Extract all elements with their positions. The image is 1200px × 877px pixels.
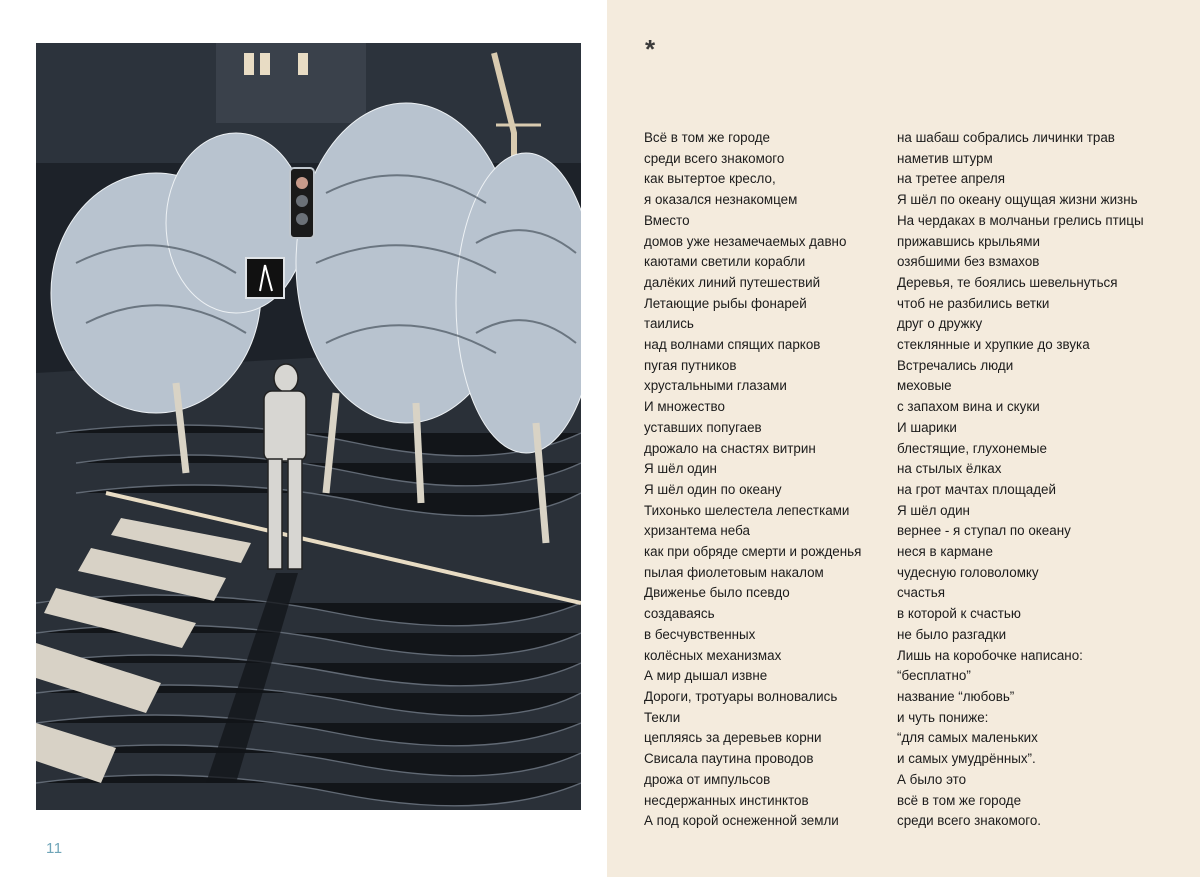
poem-line: всё в том же городе: [897, 792, 1022, 808]
poem-line: хрустальными глазами: [644, 378, 787, 394]
poem-line: друг о дружку: [897, 316, 983, 332]
poem-line: название “любовь”: [897, 688, 1015, 704]
poem-line: Вместо: [644, 212, 690, 228]
poem-line: пылая фиолетовым накалом: [644, 564, 824, 580]
poem-line: А под корой оснеженной земли: [644, 813, 839, 829]
poem-line: таились: [644, 316, 694, 332]
poem-line: чудесную головоломку: [897, 564, 1039, 580]
poem-line: как вытертое кресло,: [644, 171, 776, 187]
poem-line: далёких линий путешествий: [644, 274, 821, 290]
poem-line: я оказался незнакомцем: [644, 192, 798, 208]
poem-line: озябшими без взмахов: [897, 254, 1040, 270]
poem-line: Тихонько шелестела лепестками: [644, 502, 850, 518]
poem-line: И шарики: [897, 419, 957, 435]
poem-line: неся в кармане: [897, 544, 993, 560]
poem-line: Я шёл один: [644, 461, 717, 477]
poem-line: “бесплатно”: [897, 668, 971, 684]
poem-line: уставших попугаев: [644, 419, 762, 435]
poem-line: Летающие рыбы фонарей: [644, 295, 807, 311]
poem-line: Встречались люди: [897, 357, 1014, 373]
poem-line: наметив штурм: [897, 150, 993, 166]
poem-line: “для самых маленьких: [897, 730, 1038, 746]
poem-line: стеклянные и хрупкие до звука: [897, 337, 1090, 353]
poem-line: среди всего знакомого: [644, 150, 785, 166]
night-street-painting-icon: [36, 43, 581, 810]
poem-line: на грот мачтах площадей: [897, 481, 1056, 497]
poem-line: Деревья, те боялись шевельнуться: [897, 274, 1118, 290]
poem-column-2: [897, 128, 1144, 832]
poem-line: с запахом вина и скуки: [897, 399, 1040, 415]
night-street-painting: [36, 43, 581, 810]
poem-line: И множество: [644, 399, 725, 415]
poem-line: Я шёл один по океану: [644, 481, 782, 497]
poem-line: пугая путников: [644, 357, 737, 373]
poem-line: А было это: [897, 771, 967, 787]
poem-line: как при обряде смерти и рожденья: [644, 544, 862, 560]
right-page: [607, 0, 1200, 877]
poem-line: дрожа от импульсов: [644, 771, 771, 787]
poem-line: чтоб не разбились ветки: [897, 295, 1050, 311]
poem-line: вернее - я ступал по океану: [897, 523, 1071, 539]
poem-line: и чуть пониже:: [897, 709, 989, 725]
poem-line: каютами светили корабли: [644, 254, 806, 270]
poem-line: создаваясь: [644, 606, 715, 622]
poem-line: Свисала паутина проводов: [644, 751, 814, 767]
poem-line: на шабаш собрались личинки трав: [897, 130, 1115, 145]
poem-line: Дороги, тротуары волновались: [644, 688, 838, 704]
poem-line: прижавшись крыльями: [897, 233, 1040, 249]
poem-line: не было разгадки: [897, 626, 1007, 642]
poem-line: на стылых ёлках: [897, 461, 1002, 477]
poem-line: Текли: [644, 709, 681, 725]
poem-line: и самых умудрённых”.: [897, 751, 1036, 767]
poem-column-1: [644, 128, 861, 832]
poem-line: дрожало на снастях витрин: [644, 440, 816, 456]
poem-line: среди всего знакомого.: [897, 813, 1042, 829]
poem-line: на третее апреля: [897, 171, 1005, 187]
page-number: 11: [46, 840, 63, 857]
poem-line: А мир дышал извне: [644, 668, 768, 684]
asterisk-ornament: *: [645, 34, 656, 64]
poem-line: несдержанных инстинктов: [644, 792, 809, 808]
poem-line: блестящие, глухонемые: [897, 440, 1048, 456]
poem-line: колёсных механизмах: [644, 647, 782, 663]
poem-line: в которой к счастью: [897, 606, 1021, 622]
poem-line: счастья: [897, 585, 946, 601]
poem-line: На чердаках в молчаньи грелись птицы: [897, 212, 1144, 228]
poem-line: хризантема неба: [644, 523, 750, 539]
poem-line: домов уже незамечаемых давно: [644, 233, 847, 249]
poem-line: над волнами спящих парков: [644, 337, 821, 353]
poem-line: Я шёл один: [897, 502, 970, 518]
poem-line: в бесчувственных: [644, 626, 756, 642]
poem-line: Я шёл по океану ощущая жизни жизнь: [897, 192, 1138, 208]
poem-line: меховые: [897, 378, 952, 394]
poem-line: Всё в том же городе: [644, 130, 771, 145]
poem-line: цепляясь за деревьев корни: [644, 730, 822, 746]
poem-line: Лишь на коробочке написано:: [897, 647, 1083, 663]
poem-line: Движенье было псевдо: [644, 585, 790, 601]
